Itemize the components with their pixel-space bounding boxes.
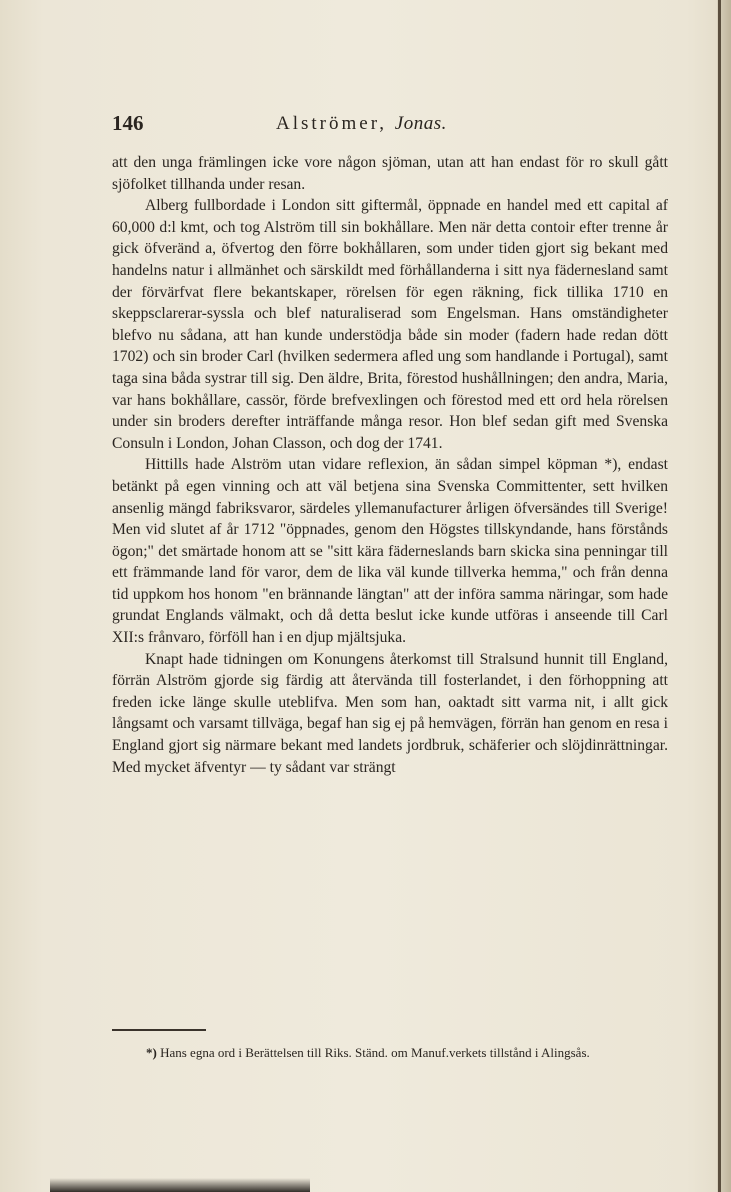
paragraph-1: att den unga främlingen icke vore någon sjöman, utan att han endast för ro skull gått sjöfolket tillhanda under resan.: [112, 154, 668, 193]
running-title: [276, 113, 447, 135]
paragraph-3: Hittills hade Alström utan vidare reflexion, än sådan simpel köpman *), endast betänkt på egen vinning och att väl betjena sina Svenska Committenter, sett hvilken ansenlig mängd fabriksvaror, särdeles yllemanufacturer årligen öfversändes till Sverige! Men vid slutet af år 1712 "öppnades, genom den Högstes tillskyndande, hans förstånds ögon;" det smärtade honom att se "sitt kära fäderneslands barn skicka sina penningar till ett främmande land för varor, dem de lika väl kunde tillverka hemma," och från denna tid uppkom hos honom "en brännande längtan" att der införa samma näringar, som hade grundat Englands välmakt, och då detta beslut icke kunde utföras i anseende till Carl XII:s frånvaro, förföll han i en djup mjältsjuka.: [112, 456, 668, 647]
footnote-rule: [112, 1029, 206, 1031]
running-title-name: Alströmer,: [276, 113, 388, 134]
paragraph-2: Alberg fullbordade i London sitt giftermål, öppnade en handel med ett capital af 60,000 d:l kmt, och tog Alström till sin bokhållare. Men när detta contoir efter trenne år gick öfveränd a, öfvertog den förre bokhållaren, som under tiden gjort sig bekant med handelns natur i allmänhet och särskildt med förhållanderna i sitt nya fädernesland samt der förvärfvat flere bekantskaper, rörelsen för egen räkning, fick tillika 1710 en skeppsclarerar-syssla och blef naturaliserad som Engelsman. Hans omständigheter blefvo nu sådana, att han kunde understödja både sin moder (fadern hade redan dött 1702) och sin broder Carl (hvilken sedermera afled ung som handlande i Portugal), samt taga sina båda systrar till sig. Den äldre, Brita, förestod hushållningen; den andra, Maria, var hans bokhållare, cassör, förde brefvexlingen och förestod med ett ord hela rörelsen under sin broders derefter inträffande många resor. Hon blef sedan gift med Svenska Consuln i London, Johan Classon, och dog der 1741.: [112, 197, 668, 452]
footnote: [112, 1043, 668, 1063]
binding-edge-line: [718, 0, 721, 1192]
body-text: [112, 152, 668, 778]
running-title-given: Jonas.: [394, 113, 447, 134]
footnote-text: Hans egna ord i Berättelsen till Riks. Ständ. om Manuf.verkets tillstånd i Alingsås.: [160, 1045, 590, 1060]
page-number: 146: [112, 111, 144, 135]
page-header: [112, 111, 672, 137]
bottom-shadow: [50, 1178, 310, 1192]
footnote-marker: *): [146, 1045, 157, 1060]
paragraph-4: Knapt hade tidningen om Konungens återkomst till Stralsund hunnit till England, förrän Alström gjorde sig färdig att återvända till fosterlandet, i den förhoppning att freden icke länge skulle uteblifva. Men som han, oaktadt sitt varma nit, i allt gick långsamt och varsamt tillväga, begaf han sig ej på hemvägen, förrän han genom en resa i England gjort sig närmare bekant med landets jordbruk, schäferier och slöjdinrättningar. Med mycket äfventyr — ty sådant var strängt: [112, 650, 668, 776]
